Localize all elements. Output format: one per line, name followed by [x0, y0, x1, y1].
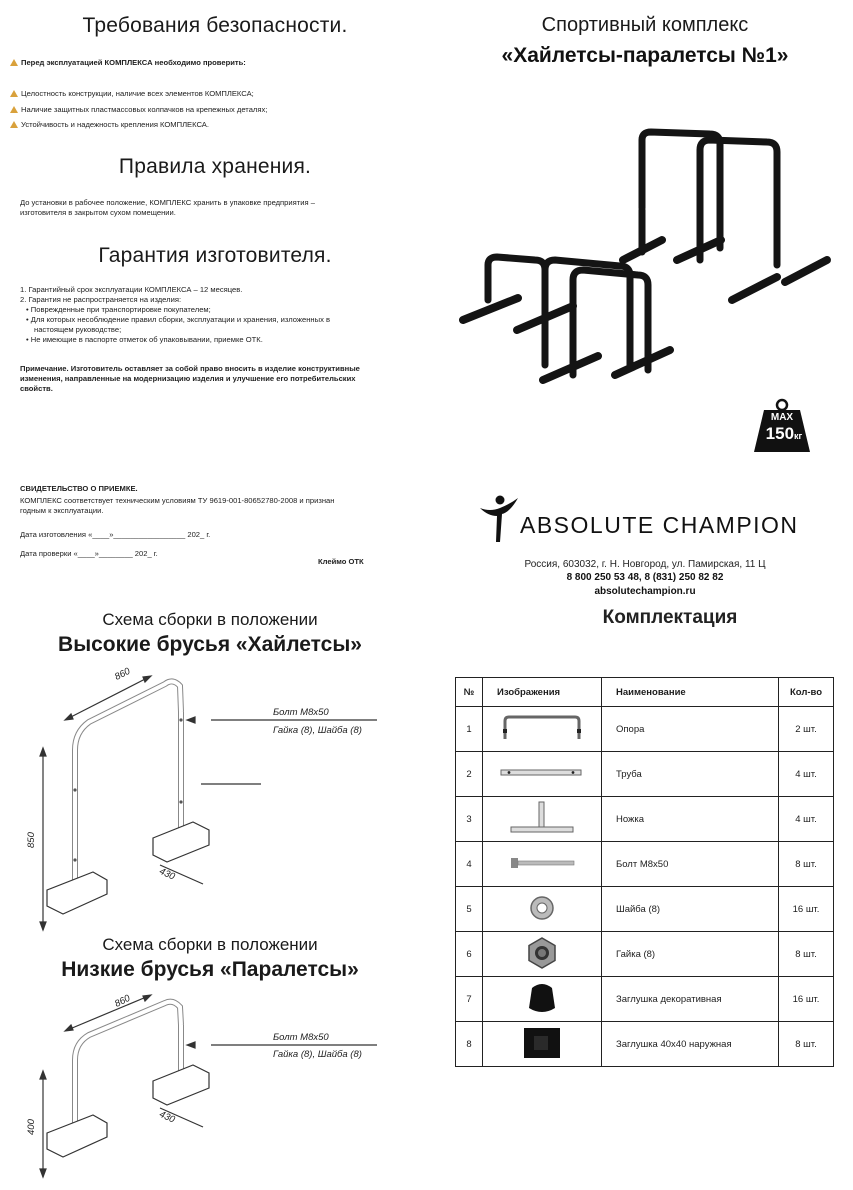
kit-row-name: Ножка [602, 797, 779, 842]
certificate-line: годным к эксплуатации. [20, 506, 104, 515]
label-bolt-low: Болт М8х50 [273, 1032, 329, 1043]
assembly-low-title: Схема сборки в положении [102, 935, 318, 954]
dim-depth-high: 430 [157, 866, 177, 883]
certificate-made-date: Дата изготовления «____»_________________ 202_ г. [20, 530, 211, 539]
product-frame-icon [463, 132, 827, 380]
warranty-bullet: • Поврежденные при транспортировке покупателем; [26, 305, 211, 314]
warranty-bullet: • Для которых несоблюдение правил сборки, эксплуатации и хранения, изложенных в [26, 315, 331, 324]
kit-row-qty: 4 шт. [779, 752, 834, 797]
certificate-title: СВИДЕТЕЛЬСТВО О ПРИЕМКЕ. [20, 484, 138, 493]
assembly-high-diagram [25, 662, 385, 937]
assembly-high-subtitle: Высокие брусья «Хайлетсы» [58, 633, 362, 656]
warranty-note [20, 364, 360, 394]
kit-row-image [483, 797, 602, 842]
max-value-number: 150 [765, 424, 795, 443]
kit-row-name: Опора [602, 707, 779, 752]
kit-row-image [483, 842, 602, 887]
warranty-bullet: • Не имеющие в паспорте отметок об упаковывании, приемке ОТК. [26, 335, 263, 344]
table-row [456, 932, 834, 977]
assembly-low-diagram [25, 985, 385, 1185]
safety-item [10, 105, 267, 114]
kit-table [455, 677, 834, 1067]
kit-col-image: Изображения [483, 678, 602, 707]
kit-row-qty: 16 шт. [779, 887, 834, 932]
kit-row-qty: 4 шт. [779, 797, 834, 842]
note-line: Примечание. Изготовитель оставляет за собой право вносить в изделие конструктивные [20, 364, 360, 373]
warranty-bullet-text: Для которых несоблюдение правил сборки, эксплуатации и хранения, изложенных в [30, 315, 331, 324]
kit-row-qty: 16 шт. [779, 977, 834, 1022]
kit-row-image [483, 1022, 602, 1067]
product-subtitle: «Хайлетсы-паралетсы №1» [501, 44, 789, 67]
kit-row-image [483, 752, 602, 797]
kit-row-number: 1 [456, 707, 483, 752]
table-row [456, 1022, 834, 1067]
warranty-bullet-cont: настоящем руководстве; [34, 325, 122, 334]
cap-icon [525, 980, 559, 1016]
kit-row-name: Заглушка 40х40 наружная [602, 1022, 779, 1067]
product-illustration [455, 120, 835, 390]
warranty-line: 1. Гарантийный срок эксплуатации КОМПЛЕКСА – 12 месяцев. [20, 285, 243, 294]
bolt-icon [497, 855, 587, 871]
dim-depth-low: 430 [157, 1109, 177, 1126]
square-cap-icon [520, 1024, 564, 1062]
kit-row-qty: 8 шт. [779, 842, 834, 887]
foot-icon [497, 800, 587, 836]
safety-item-text: Целостность конструкции, наличие всех элементов КОМПЛЕКСА; [21, 89, 254, 98]
brand-name: ABSOLUTE CHAMPION [520, 512, 799, 538]
table-row [456, 842, 834, 887]
warranty-bullet-text: Не имеющие в паспорте отметок об упаковывании, приемке ОТК. [30, 335, 263, 344]
label-nut-low: Гайка (8), Шайба (8) [273, 1049, 362, 1060]
safety-title: Требования безопасности. [82, 14, 348, 37]
table-row [456, 752, 834, 797]
label-bolt-high: Болт М8х50 [273, 707, 329, 718]
assembly-high-title: Схема сборки в положении [102, 610, 318, 629]
kit-row-number: 3 [456, 797, 483, 842]
kit-col-number: № [456, 678, 483, 707]
brand-logo-icon [478, 494, 520, 544]
kit-header-row [456, 678, 834, 707]
certificate-line: КОМПЛЕКС соответствует техническим условиям ТУ 9619-001-80652780-2008 и признан [20, 496, 335, 505]
safety-item [10, 89, 254, 98]
kit-title: Комплектация [602, 607, 738, 628]
note-line: изменения, направленные на модернизацию изделия и улучшение его потребительских [20, 374, 356, 383]
kit-row-qty: 8 шт. [779, 1022, 834, 1067]
kit-row-number: 7 [456, 977, 483, 1022]
dim-width-low: 860 [113, 992, 133, 1010]
brand-phones: 8 800 250 53 48, 8 (831) 250 82 82 [566, 572, 724, 583]
warning-icon [10, 121, 18, 128]
kit-row-name: Труба [602, 752, 779, 797]
safety-intro-row [10, 58, 246, 67]
max-label: MAX [770, 412, 794, 423]
kit-col-qty: Кол-во [779, 678, 834, 707]
kit-row-number: 5 [456, 887, 483, 932]
nut-icon [525, 936, 559, 970]
kit-col-name: Наименование [602, 678, 779, 707]
warranty-bullet-text: Поврежденные при транспортировке покупателем; [30, 305, 211, 314]
kit-row-image [483, 932, 602, 977]
kit-row-number: 6 [456, 932, 483, 977]
kit-row-name: Заглушка декоративная [602, 977, 779, 1022]
safety-intro: Перед эксплуатацией КОМПЛЕКСА необходимо проверить: [21, 58, 246, 67]
certificate [20, 484, 334, 516]
certificate-check-date: Дата проверки «____»________ 202_ г. [20, 549, 158, 558]
kit-row-qty: 8 шт. [779, 932, 834, 977]
kit-row-qty: 2 шт. [779, 707, 834, 752]
kit-row-image [483, 887, 602, 932]
storage-title: Правила хранения. [118, 155, 312, 178]
table-row [456, 707, 834, 752]
dim-width-high: 860 [113, 665, 133, 683]
warning-icon [10, 106, 18, 113]
kit-row-image [483, 707, 602, 752]
warranty-title: Гарантия изготовителя. [98, 244, 332, 267]
kit-row-number: 8 [456, 1022, 483, 1067]
safety-item-text: Наличие защитных пластмассовых колпачков на крепежных деталях; [21, 105, 268, 114]
storage-text [20, 198, 315, 218]
assembly-low-subtitle: Низкие брусья «Паралетсы» [61, 958, 359, 981]
table-row [456, 887, 834, 932]
storage-line: изготовителя в закрытом сухом помещении. [20, 208, 176, 217]
washer-icon [527, 893, 557, 923]
storage-line: До установки в рабочее положение, КОМПЛЕКС хранить в упаковке предприятия – [20, 198, 315, 207]
kit-row-image [483, 977, 602, 1022]
safety-item-text: Устойчивость и надежность крепления КОМПЛЕКСА. [21, 120, 209, 129]
warranty-line: 2. Гарантия не распространяется на изделия: [20, 295, 182, 304]
dim-height-high: 850 [26, 832, 37, 848]
kit-row-name: Болт М8х50 [602, 842, 779, 887]
certificate-stamp: Клеймо ОТК [318, 557, 364, 566]
max-value [752, 424, 816, 444]
label-nut-high: Гайка (8), Шайба (8) [273, 725, 362, 736]
brand-address: Россия, 603032, г. Н. Новгород, ул. Памирская, 11 Ц [524, 559, 766, 570]
warning-icon [10, 59, 18, 66]
warranty-list [20, 285, 330, 345]
warning-icon [10, 90, 18, 97]
kit-row-name: Шайба (8) [602, 887, 779, 932]
max-value-unit: кг [794, 431, 803, 441]
kit-row-name: Гайка (8) [602, 932, 779, 977]
brand-site[interactable]: absolutechampion.ru [594, 586, 696, 597]
safety-item [10, 120, 209, 129]
note-line: свойств. [20, 384, 53, 393]
table-row [456, 977, 834, 1022]
support-icon [497, 713, 587, 743]
kit-row-number: 2 [456, 752, 483, 797]
tube-icon [497, 766, 587, 780]
table-row [456, 797, 834, 842]
product-title: Спортивный комплекс [541, 14, 749, 36]
dim-height-low: 400 [26, 1119, 37, 1135]
kit-row-number: 4 [456, 842, 483, 887]
